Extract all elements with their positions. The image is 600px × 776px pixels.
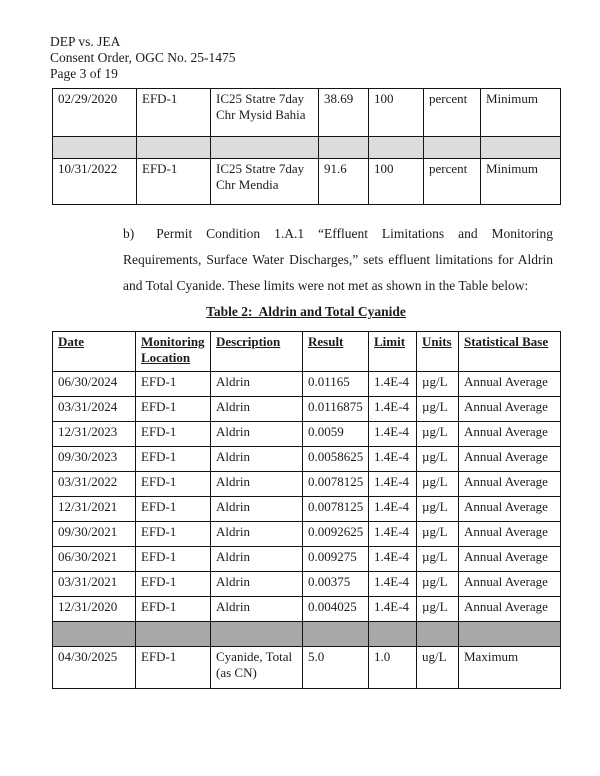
cell-limit: 100 <box>369 89 424 137</box>
cell-result: 0.009275 <box>303 547 369 572</box>
cell-description: Cyanide, Total (as CN) <box>211 647 303 689</box>
header-description: Description <box>211 332 303 372</box>
cell-limit: 1.4E-4 <box>369 472 417 497</box>
cell-monitoring-location: EFD-1 <box>136 447 211 472</box>
cell-result: 5.0 <box>303 647 369 689</box>
cell-monitoring-location: EFD-1 <box>136 422 211 447</box>
cell-statistical-base: Annual Average <box>459 422 561 447</box>
cell-date: 12/31/2020 <box>53 597 136 622</box>
cell-description: Aldrin <box>211 422 303 447</box>
cell-limit <box>369 137 424 159</box>
table-row <box>53 372 561 397</box>
cell-statistical-base <box>459 622 561 647</box>
cell-statistical-base: Annual Average <box>459 497 561 522</box>
cell-units: µg/L <box>417 497 459 522</box>
cell-limit: 1.4E-4 <box>369 422 417 447</box>
cell-description <box>211 622 303 647</box>
cell-date <box>53 137 137 159</box>
cell-statistical-base: Annual Average <box>459 597 561 622</box>
cell-date: 03/31/2022 <box>53 472 136 497</box>
cell-result: 0.01165 <box>303 372 369 397</box>
table-row <box>53 622 561 647</box>
cell-description: Aldrin <box>211 522 303 547</box>
cell-limit: 1.4E-4 <box>369 397 417 422</box>
paragraph-item-label: b) <box>123 226 135 241</box>
cell-date: 03/31/2021 <box>53 572 136 597</box>
cell-statistical-base: Minimum <box>481 159 561 205</box>
cell-limit: 1.4E-4 <box>369 547 417 572</box>
table-row <box>53 547 561 572</box>
cell-result <box>319 137 369 159</box>
cell-units: µg/L <box>417 447 459 472</box>
cell-limit: 100 <box>369 159 424 205</box>
cell-monitoring-location: EFD-1 <box>136 572 211 597</box>
header-units: Units <box>417 332 459 372</box>
cell-date: 12/31/2023 <box>53 422 136 447</box>
cell-result: 0.00375 <box>303 572 369 597</box>
cell-monitoring-location <box>136 622 211 647</box>
header-result: Result <box>303 332 369 372</box>
cell-units: ug/L <box>417 647 459 689</box>
table-row <box>53 572 561 597</box>
cell-monitoring-location: EFD-1 <box>136 547 211 572</box>
case-title: DEP vs. JEA <box>50 34 121 49</box>
cell-monitoring-location <box>137 137 211 159</box>
cell-result: 0.0058625 <box>303 447 369 472</box>
cell-monitoring-location: EFD-1 <box>136 597 211 622</box>
cell-description: Aldrin <box>211 447 303 472</box>
cell-description: Aldrin <box>211 397 303 422</box>
cell-limit: 1.4E-4 <box>369 522 417 547</box>
cell-monitoring-location: EFD-1 <box>137 159 211 205</box>
page-header <box>50 34 235 82</box>
table-row <box>53 472 561 497</box>
paragraph-text: Permit Condition 1.A.1 “Effluent Limitations and Monitoring Requirements, Surface Water Discharges,” sets effluent limitations for Aldrin and Total Cyanide. These limits were not met as shown in the Table below: <box>123 226 553 293</box>
table-row <box>53 522 561 547</box>
cell-units: µg/L <box>417 372 459 397</box>
cell-description: IC25 Statre 7day Chr Mendia <box>211 159 319 205</box>
cell-date: 09/30/2023 <box>53 447 136 472</box>
cell-date: 06/30/2024 <box>53 372 136 397</box>
cell-date <box>53 622 136 647</box>
cell-result: 0.0078125 <box>303 497 369 522</box>
toxicity-results-table <box>52 88 561 205</box>
table-row <box>53 497 561 522</box>
table-row <box>53 647 561 689</box>
cell-units: µg/L <box>417 397 459 422</box>
cell-result: 38.69 <box>319 89 369 137</box>
cell-result: 0.0116875 <box>303 397 369 422</box>
cell-limit <box>369 622 417 647</box>
cell-units: µg/L <box>417 597 459 622</box>
cell-units: µg/L <box>417 572 459 597</box>
cell-date: 10/31/2022 <box>53 159 137 205</box>
table-row <box>53 422 561 447</box>
cell-monitoring-location: EFD-1 <box>137 89 211 137</box>
permit-condition-paragraph <box>123 221 553 299</box>
cell-monitoring-location: EFD-1 <box>136 647 211 689</box>
cell-monitoring-location: EFD-1 <box>136 397 211 422</box>
cell-limit: 1.4E-4 <box>369 447 417 472</box>
cell-limit: 1.4E-4 <box>369 572 417 597</box>
cell-date: 03/31/2024 <box>53 397 136 422</box>
cell-units: µg/L <box>417 472 459 497</box>
table-row <box>53 137 561 159</box>
cell-result: 0.0078125 <box>303 472 369 497</box>
cell-statistical-base: Minimum <box>481 89 561 137</box>
table-header-row <box>53 332 561 372</box>
table-row <box>53 159 561 205</box>
cell-result <box>303 622 369 647</box>
cell-units: µg/L <box>417 422 459 447</box>
cell-date: 06/30/2021 <box>53 547 136 572</box>
cell-units: percent <box>424 89 481 137</box>
cell-monitoring-location: EFD-1 <box>136 522 211 547</box>
cell-statistical-base: Annual Average <box>459 547 561 572</box>
cell-limit: 1.4E-4 <box>369 372 417 397</box>
header-limit: Limit <box>369 332 417 372</box>
cell-statistical-base: Annual Average <box>459 472 561 497</box>
cell-monitoring-location: EFD-1 <box>136 372 211 397</box>
cell-result: 0.0092625 <box>303 522 369 547</box>
cell-units: percent <box>424 159 481 205</box>
cell-description: Aldrin <box>211 497 303 522</box>
cell-units <box>424 137 481 159</box>
document-title: Consent Order, OGC No. 25-1475 <box>50 50 236 65</box>
cell-limit: 1.4E-4 <box>369 597 417 622</box>
cell-result: 0.0059 <box>303 422 369 447</box>
cell-result: 91.6 <box>319 159 369 205</box>
aldrin-cyanide-table <box>52 331 561 689</box>
cell-units: µg/L <box>417 547 459 572</box>
table-row <box>53 447 561 472</box>
cell-statistical-base: Annual Average <box>459 522 561 547</box>
table-row <box>53 89 561 137</box>
cell-description: Aldrin <box>211 572 303 597</box>
cell-limit: 1.4E-4 <box>369 497 417 522</box>
header-statistical-base: Statistical Base <box>459 332 561 372</box>
cell-statistical-base: Maximum <box>459 647 561 689</box>
header-date: Date <box>53 332 136 372</box>
cell-limit: 1.0 <box>369 647 417 689</box>
cell-units: µg/L <box>417 522 459 547</box>
cell-date: 02/29/2020 <box>53 89 137 137</box>
table-row <box>53 597 561 622</box>
cell-date: 04/30/2025 <box>53 647 136 689</box>
cell-description: IC25 Statre 7day Chr Mysid Bahia <box>211 89 319 137</box>
cell-date: 12/31/2021 <box>53 497 136 522</box>
table2-title <box>52 304 560 320</box>
cell-description: Aldrin <box>211 372 303 397</box>
cell-description: Aldrin <box>211 597 303 622</box>
cell-result: 0.004025 <box>303 597 369 622</box>
table2-title-text: Table 2: Aldrin and Total Cyanide <box>206 304 406 319</box>
cell-description <box>211 137 319 159</box>
table-row <box>53 397 561 422</box>
cell-statistical-base: Annual Average <box>459 447 561 472</box>
cell-monitoring-location: EFD-1 <box>136 472 211 497</box>
cell-date: 09/30/2021 <box>53 522 136 547</box>
cell-statistical-base <box>481 137 561 159</box>
cell-description: Aldrin <box>211 547 303 572</box>
cell-statistical-base: Annual Average <box>459 372 561 397</box>
header-monitoring-location: Monitoring Location <box>136 332 211 372</box>
cell-units <box>417 622 459 647</box>
page-number: Page 3 of 19 <box>50 66 118 81</box>
cell-statistical-base: Annual Average <box>459 572 561 597</box>
cell-description: Aldrin <box>211 472 303 497</box>
cell-statistical-base: Annual Average <box>459 397 561 422</box>
cell-monitoring-location: EFD-1 <box>136 497 211 522</box>
